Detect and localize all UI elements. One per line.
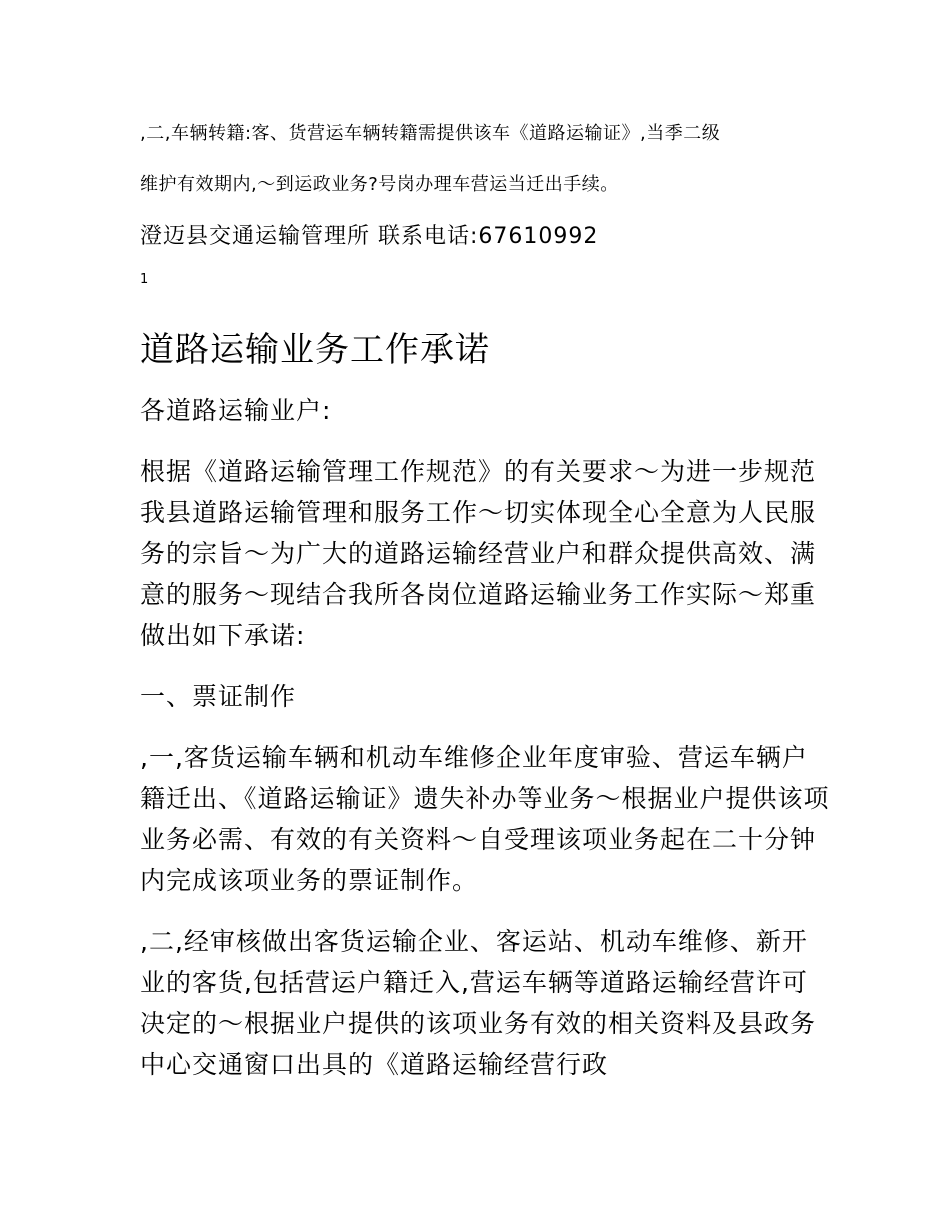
intro-line-2: 维护有效期内,～到运政业务?号岗办理车营运当迁出手续。 <box>140 174 619 195</box>
intro-line-1: ,二,车辆转籍:客、货营运车辆转籍需提供该车《道路运输证》,当季二级 <box>140 123 721 144</box>
list-item: ,一,客货运输车辆和机动车维修企业年度审验、营运车辆户籍迁出、《道路运输证》遗失补办等业务～根据业户提供该项业务必需、有效的有关资料～自受理该项业务起在二十分钟内完成该项业务的票证制作。 <box>140 743 830 895</box>
section-heading: 一、票证制作 <box>140 682 297 711</box>
salutation: 各道路运输业户: <box>140 396 332 425</box>
contact-line: 澄迈县交通运输管理所 联系电话:67610992 <box>140 224 599 249</box>
list-item: ,二,经审核做出客货运输企业、客运站、机动车维修、新开业的客货,包括营运户籍迁入,营运车辆等道路运输经营许可决定的～根据业户提供的该项业务有效的相关资料及县政务中心交通窗口出具的《道路运输经营行政 <box>140 927 817 1079</box>
paragraph-intro: 根据《道路运输管理工作规范》的有关要求～为进一步规范我县道路运输管理和服务工作～切实体现全心全意为人民服务的宗旨～为广大的道路运输经营业户和群众提供高效、满意的服务～现结合我所各岗位道路运输业务工作实际～郑重做出如下承诺: <box>140 457 817 650</box>
document-title: 道路运输业务工作承诺 <box>140 330 490 370</box>
page-number: 1 <box>140 272 149 287</box>
